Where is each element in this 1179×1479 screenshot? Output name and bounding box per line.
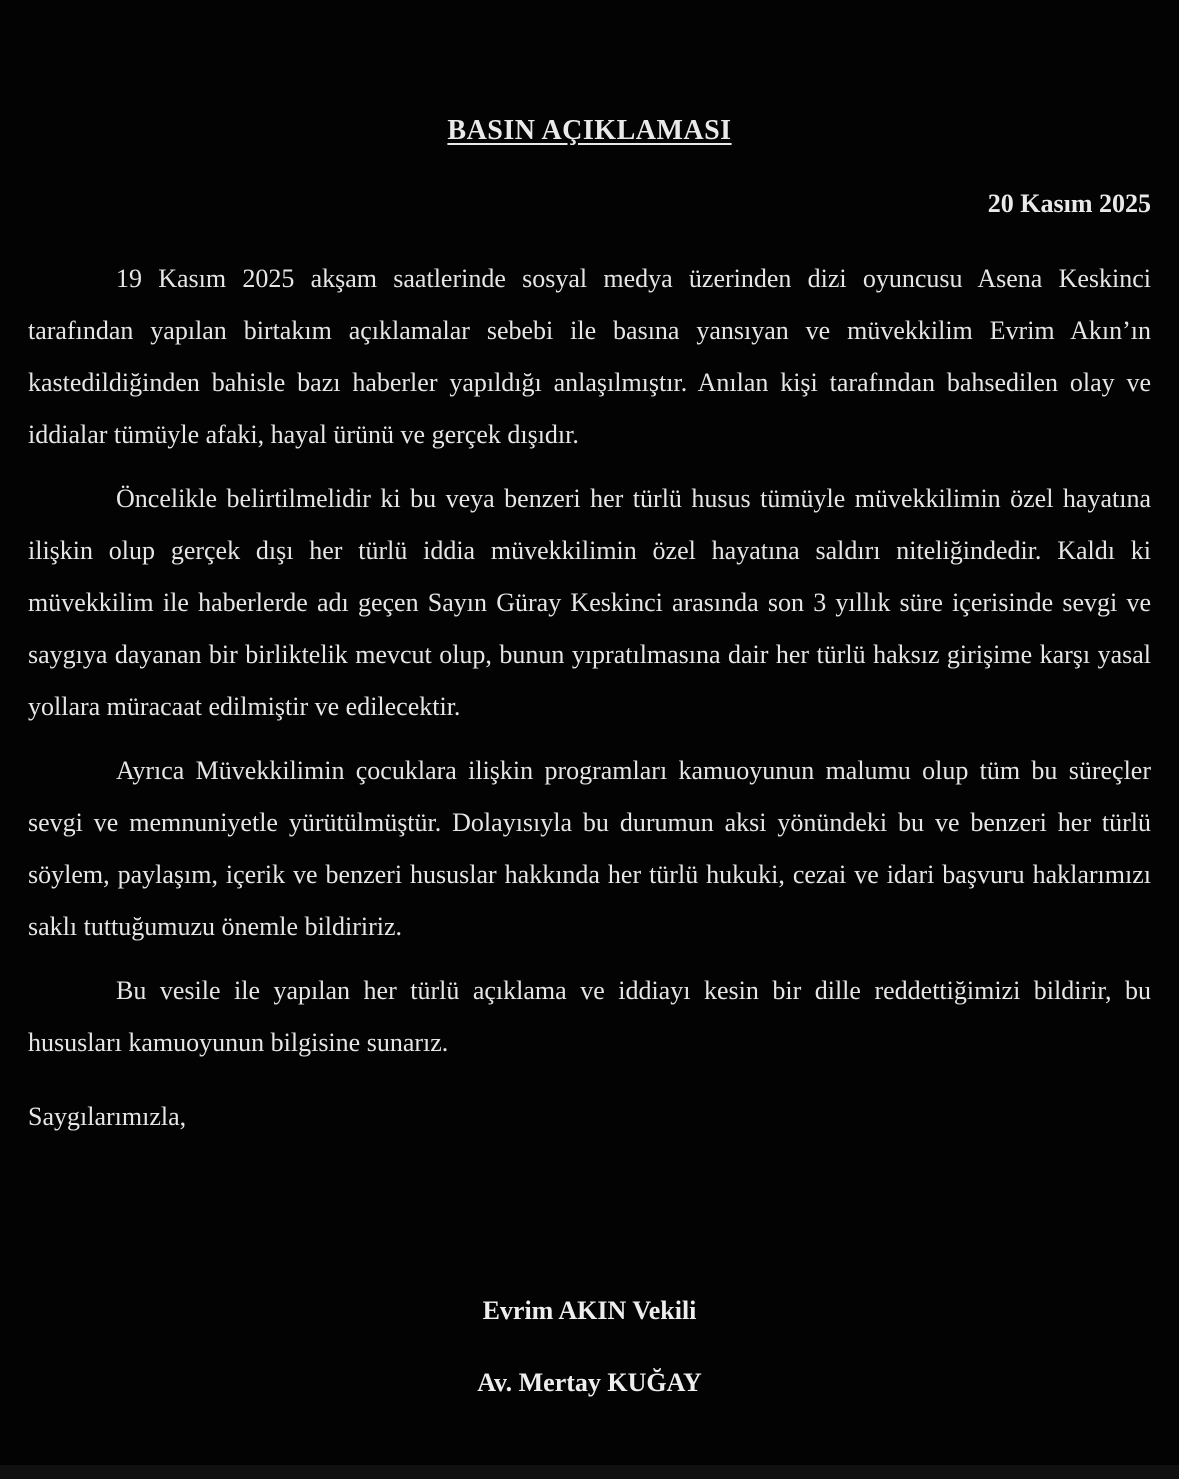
paragraph-4: Bu vesile ile yapılan her türlü açıklama ve iddiayı kesin bir dille reddettiğimizi bildirir, bu hususları kamuoyunun bilgisine sunarız. (28, 976, 1151, 1057)
document-title-text: BASIN AÇIKLAMASI (447, 115, 732, 146)
paragraph-3: Ayrıca Müvekkilimin çocuklara ilişkin programları kamuoyunun malumu olup tüm bu süreçler sevgi ve memnuniyetle yürütülmüştür. Dolayısıyla bu durumun aksi yönündeki bu ve benzeri her türlü söylem, paylaşım, içerik ve benzeri hususlar hakkında her türlü hukuki, cezai ve idari başvuru haklarımızı saklı tuttuğumuzu önemle bildiririz. (28, 756, 1151, 941)
signature-block (0, 1296, 1179, 1398)
paragraph-2: Öncelikle belirtilmelidir ki bu veya benzeri her türlü husus tümüyle müvekkilimin özel hayatına ilişkin olup gerçek dışı her türlü iddia müvekkilimin özel hayatına saldırı niteliğindedir. Kaldı ki müvekkilim ile haberlerde adı geçen Sayın Güray Keskinci arasında son 3 yıllık süre içerisinde sevgi ve saygıya dayanan bir birliktelik mevcut olup, bunun yıpratılmasına dair her türlü haksız girişime karşı yasal yollara müracaat edilmiştir ve edilecektir. (28, 484, 1151, 721)
document-date: 20 Kasım 2025 (987, 189, 1151, 218)
document-body (28, 253, 1151, 1069)
signature-role: Evrim AKIN Vekili (482, 1296, 697, 1325)
paragraph-1: 19 Kasım 2025 akşam saatlerinde sosyal medya üzerinden dizi oyuncusu Asena Keskinci tarafından yapılan birtakım açıklamalar sebebi ile basına yansıyan ve müvekkilim Evrim Akın’ın kastedildiğinden bahisle bazı haberler yapıldığı anlaşılmıştır. Anılan kişi tarafından bahsedilen olay ve iddialar tümüyle afaki, hayal ürünü ve gerçek dışıdır. (28, 264, 1151, 449)
signature-name: Av. Mertay KUĞAY (477, 1368, 702, 1397)
closing-salutation: Saygılarımızla, (28, 1102, 187, 1131)
bottom-edge-strip (0, 1465, 1179, 1479)
document-title (0, 0, 1179, 147)
